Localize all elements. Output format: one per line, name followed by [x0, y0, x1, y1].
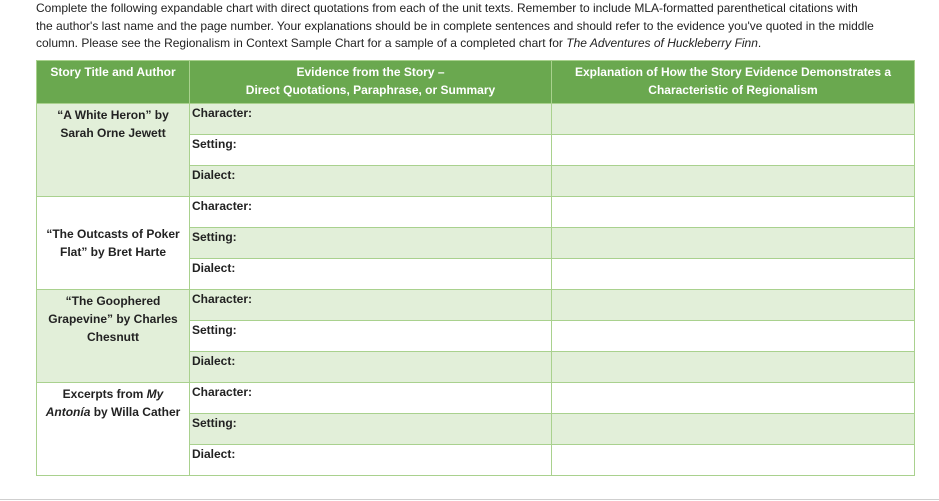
instructions-line-1: Complete the following expandable chart with direct quotations from each of the unit texts. Remember to include MLA-formatted parenthetical citations with [36, 1, 858, 15]
explanation-cell[interactable] [552, 290, 915, 321]
explanation-cell[interactable] [552, 383, 915, 414]
explanation-cell[interactable] [552, 352, 915, 383]
story-title-line: “The Outcasts of Poker [46, 227, 180, 241]
explanation-cell[interactable] [552, 321, 915, 352]
instructions [36, 0, 916, 53]
setting-label: Setting: [192, 416, 237, 430]
instructions-line-3-end: . [757, 36, 762, 50]
evidence-cell[interactable] [190, 135, 552, 166]
evidence-cell[interactable] [190, 383, 552, 414]
explanation-cell[interactable] [552, 166, 915, 197]
setting-label: Setting: [192, 323, 237, 337]
book-title: The Adventures of Huckleberry Finn [566, 36, 758, 50]
dialect-label: Dialect: [192, 261, 236, 275]
story-title-line: Flat” by Bret Harte [59, 245, 167, 259]
evidence-cell[interactable] [190, 445, 552, 476]
header-explanation-line-1: Explanation of How the Story Evidence Demonstrates a [574, 65, 892, 79]
instructions-line-3-start: column. Please see the Regionalism in Context Sample Chart for a sample of a completed chart for [36, 36, 567, 50]
table-row [37, 383, 915, 414]
story-title-italic: My [146, 387, 164, 401]
story-title-cell [37, 290, 190, 383]
evidence-cell[interactable] [190, 166, 552, 197]
explanation-cell[interactable] [552, 104, 915, 135]
header-explanation-line-2: Characteristic of Regionalism [648, 83, 818, 97]
header-row [37, 61, 915, 104]
evidence-cell[interactable] [190, 321, 552, 352]
explanation-cell[interactable] [552, 445, 915, 476]
story-title-italic: Antonía [45, 405, 91, 419]
setting-label: Setting: [192, 137, 237, 151]
dialect-label: Dialect: [192, 447, 236, 461]
header-explanation [552, 61, 915, 104]
evidence-cell[interactable] [190, 414, 552, 445]
story-title-prefix: Excerpts from [62, 387, 147, 401]
story-title-line: Chesnutt [87, 330, 139, 344]
evidence-cell[interactable] [190, 104, 552, 135]
table-row [37, 290, 915, 321]
evidence-cell[interactable] [190, 290, 552, 321]
story-title-suffix: by Willa Cather [90, 405, 181, 419]
explanation-cell[interactable] [552, 135, 915, 166]
header-evidence-line-1: Evidence from the Story – [296, 65, 445, 79]
header-evidence [190, 61, 552, 104]
regionalism-chart [36, 60, 915, 476]
explanation-cell[interactable] [552, 197, 915, 228]
setting-label: Setting: [192, 230, 237, 244]
explanation-cell[interactable] [552, 414, 915, 445]
story-title-cell [37, 383, 190, 476]
evidence-cell[interactable] [190, 228, 552, 259]
table-row [37, 197, 915, 228]
character-label: Character: [192, 292, 253, 306]
story-title-cell [37, 104, 190, 197]
evidence-cell[interactable] [190, 259, 552, 290]
header-story-title: Story Title and Author [37, 61, 190, 104]
dialect-label: Dialect: [192, 168, 236, 182]
instructions-line-2: the author's last name and the page number. Your explanations should be in complete sentences and should refer to the evidence you've quoted in the middle [36, 18, 874, 33]
evidence-cell[interactable] [190, 352, 552, 383]
header-evidence-line-2: Direct Quotations, Paraphrase, or Summary [245, 83, 496, 97]
explanation-cell[interactable] [552, 259, 915, 290]
dialect-label: Dialect: [192, 354, 236, 368]
story-title-line: Sarah Orne Jewett [60, 126, 166, 140]
character-label: Character: [192, 385, 253, 399]
evidence-cell[interactable] [190, 197, 552, 228]
story-title-line: “The Goophered [65, 294, 161, 308]
character-label: Character: [192, 199, 253, 213]
page-divider [0, 499, 939, 500]
table-row [37, 104, 915, 135]
story-title-line: “A White Heron” by [57, 108, 169, 122]
story-title-line: Grapevine” by Charles [48, 312, 178, 326]
character-label: Character: [192, 106, 253, 120]
story-title-cell [37, 197, 190, 290]
explanation-cell[interactable] [552, 228, 915, 259]
